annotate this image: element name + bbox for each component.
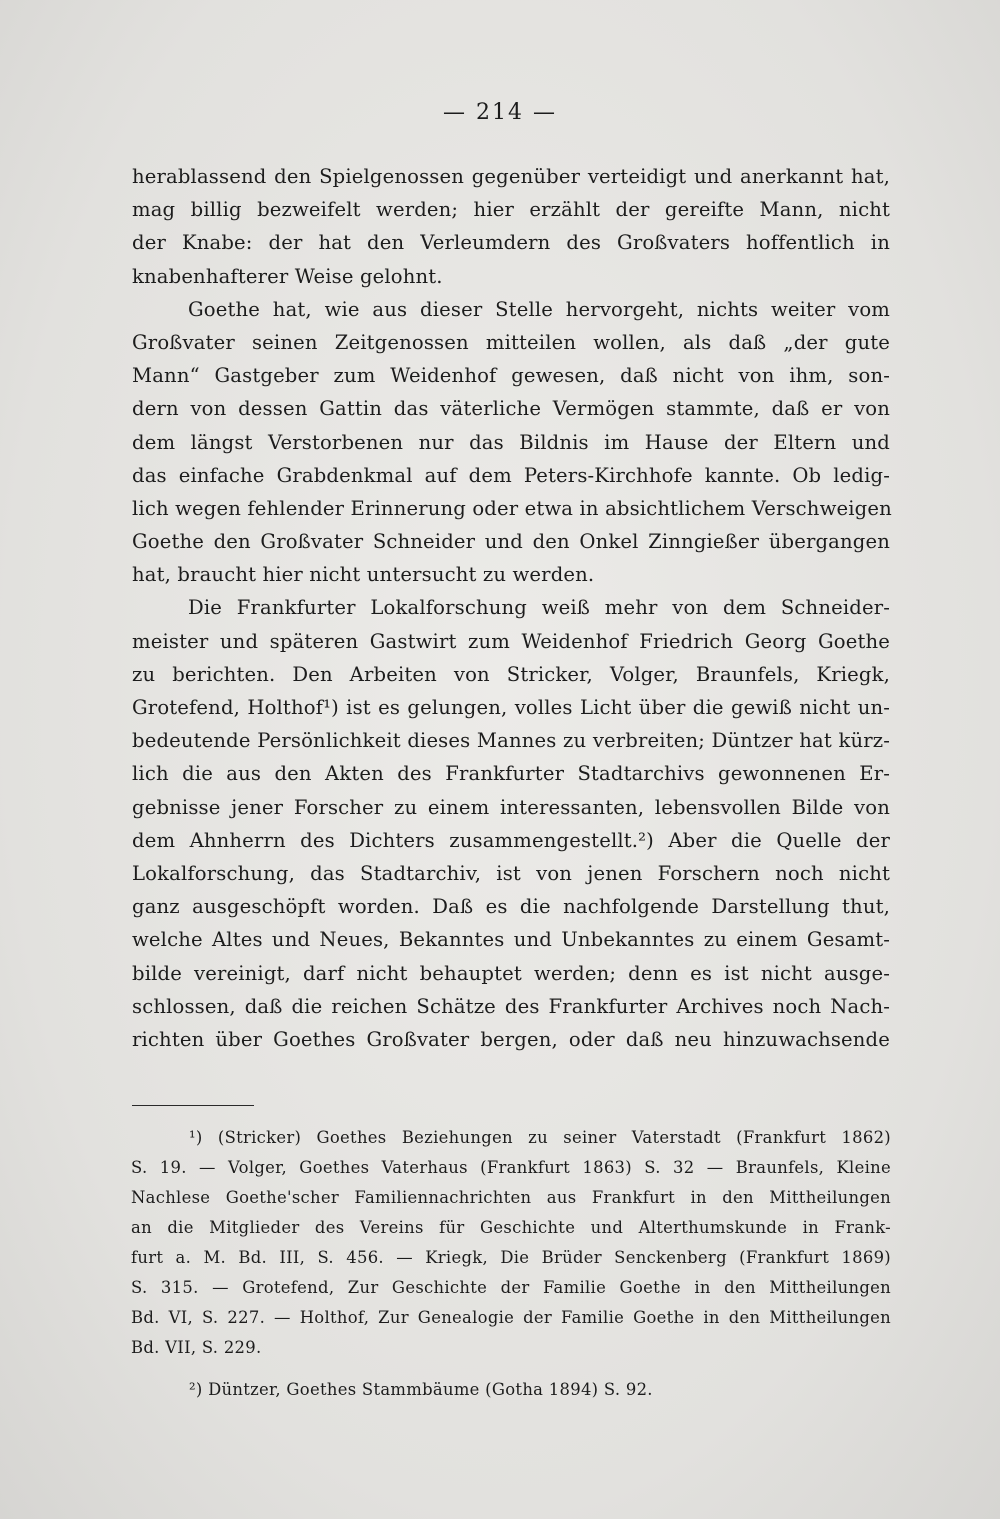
text-line: Goethe hat, wie aus dieser Stelle hervorgeht, nichts weiter vom (188, 297, 890, 321)
text-line: zu berichten. Den Arbeiten von Stricker, Volger, Braunfels, Kriegk, (132, 662, 890, 686)
footnote-line: ²) Düntzer, Goethes Stammbäume (Gotha 1894) S. 92. (189, 1380, 653, 1399)
text-line: Lokalforschung, das Stadtarchiv, ist von jenen Forschern noch nicht (132, 861, 890, 885)
text-line: knabenhafterer Weise gelohnt. (132, 264, 443, 288)
text-line: herablassend den Spielgenossen gegenüber verteidigt und anerkannt hat, (132, 165, 890, 188)
main-text (132, 160, 890, 1056)
text-line: gebnisse jener Forscher zu einem interessanten, lebensvollen Bilde von (132, 795, 890, 819)
page-number: — 214 — (443, 100, 557, 125)
footnote-line: ¹) (Stricker) Goethes Beziehungen zu seiner Vaterstadt (Frankfurt 1862) (189, 1128, 891, 1147)
text-line: Grotefend, Holthof¹) ist es gelungen, volles Licht über die gewiß nicht un- (132, 696, 890, 719)
footnote-line: Bd. VII, S. 229. (131, 1338, 262, 1357)
footnote-line: Bd. VI, S. 227. — Holthof, Zur Genealogie der Familie Goethe in den Mittheilungen (131, 1308, 891, 1327)
footnote-divider (132, 1105, 254, 1106)
text-line: Mann“ Gastgeber zum Weidenhof gewesen, daß nicht von ihm, son- (132, 364, 890, 388)
text-line: dem Ahnherrn des Dichters zusammengestellt.²) Aber die Quelle der (132, 828, 890, 852)
text-line: mag billig bezweifelt werden; hier erzählt der gereifte Mann, nicht (132, 198, 890, 222)
text-line: dern von dessen Gattin das väterliche Vermögen stammte, daß er von (132, 397, 890, 421)
footnote-line: furt a. M. Bd. III, S. 456. — Kriegk, Die Brüder Senckenberg (Frankfurt 1869) (131, 1248, 891, 1267)
text-line: Großvater seinen Zeitgenossen mitteilen wollen, als daß „der gute (132, 330, 890, 354)
text-line: lich wegen fehlender Erinnerung oder etwa in absichtlichem Verschweigen (132, 496, 892, 520)
text-line: der Knabe: der hat den Verleumdern des Großvaters hoffentlich in (132, 231, 890, 255)
text-line: lich die aus den Akten des Frankfurter Stadtarchivs gewonnenen Er- (132, 762, 890, 786)
text-line: Die Frankfurter Lokalforschung weiß mehr von dem Schneider- (188, 596, 890, 620)
text-line: dem längst Verstorbenen nur das Bildnis im Hause der Eltern und (132, 430, 890, 454)
text-line: richten über Goethes Großvater bergen, oder daß neu hinzuwachsende (132, 1027, 890, 1051)
footnote-line: Nachlese Goethe'scher Familiennachrichten aus Frankfurt in den Mittheilungen (131, 1188, 891, 1207)
text-line: hat, braucht hier nicht untersucht zu werden. (132, 563, 595, 587)
text-line: bilde vereinigt, darf nicht behauptet werden; denn es ist nicht ausge- (132, 961, 890, 985)
text-line: welche Altes und Neues, Bekanntes und Unbekanntes zu einem Gesamt- (132, 928, 890, 952)
text-line: Goethe den Großvater Schneider und den Onkel Zinngießer übergangen (132, 530, 890, 554)
text-line: meister und späteren Gastwirt zum Weidenhof Friedrich Georg Goethe (132, 629, 890, 653)
text-line: ganz ausgeschöpft worden. Daß es die nachfolgende Darstellung thut, (132, 895, 890, 919)
footnote-line: an die Mitglieder des Vereins für Geschichte und Alterthumskunde in Frank- (131, 1218, 891, 1237)
text-line: bedeutende Persönlichkeit dieses Mannes zu verbreiten; Düntzer hat kürz- (132, 729, 890, 753)
footnotes (131, 1123, 891, 1405)
footnote-line: S. 19. — Volger, Goethes Vaterhaus (Frankfurt 1863) S. 32 — Braunfels, Kleine (131, 1158, 891, 1177)
text-line: das einfache Grabdenkmal auf dem Peters-Kirchhofe kannte. Ob ledig- (132, 463, 890, 487)
text-line: schlossen, daß die reichen Schätze des Frankfurter Archives noch Nach- (132, 994, 890, 1018)
footnote-line: S. 315. — Grotefend, Zur Geschichte der Familie Goethe in den Mittheilungen (131, 1278, 891, 1297)
